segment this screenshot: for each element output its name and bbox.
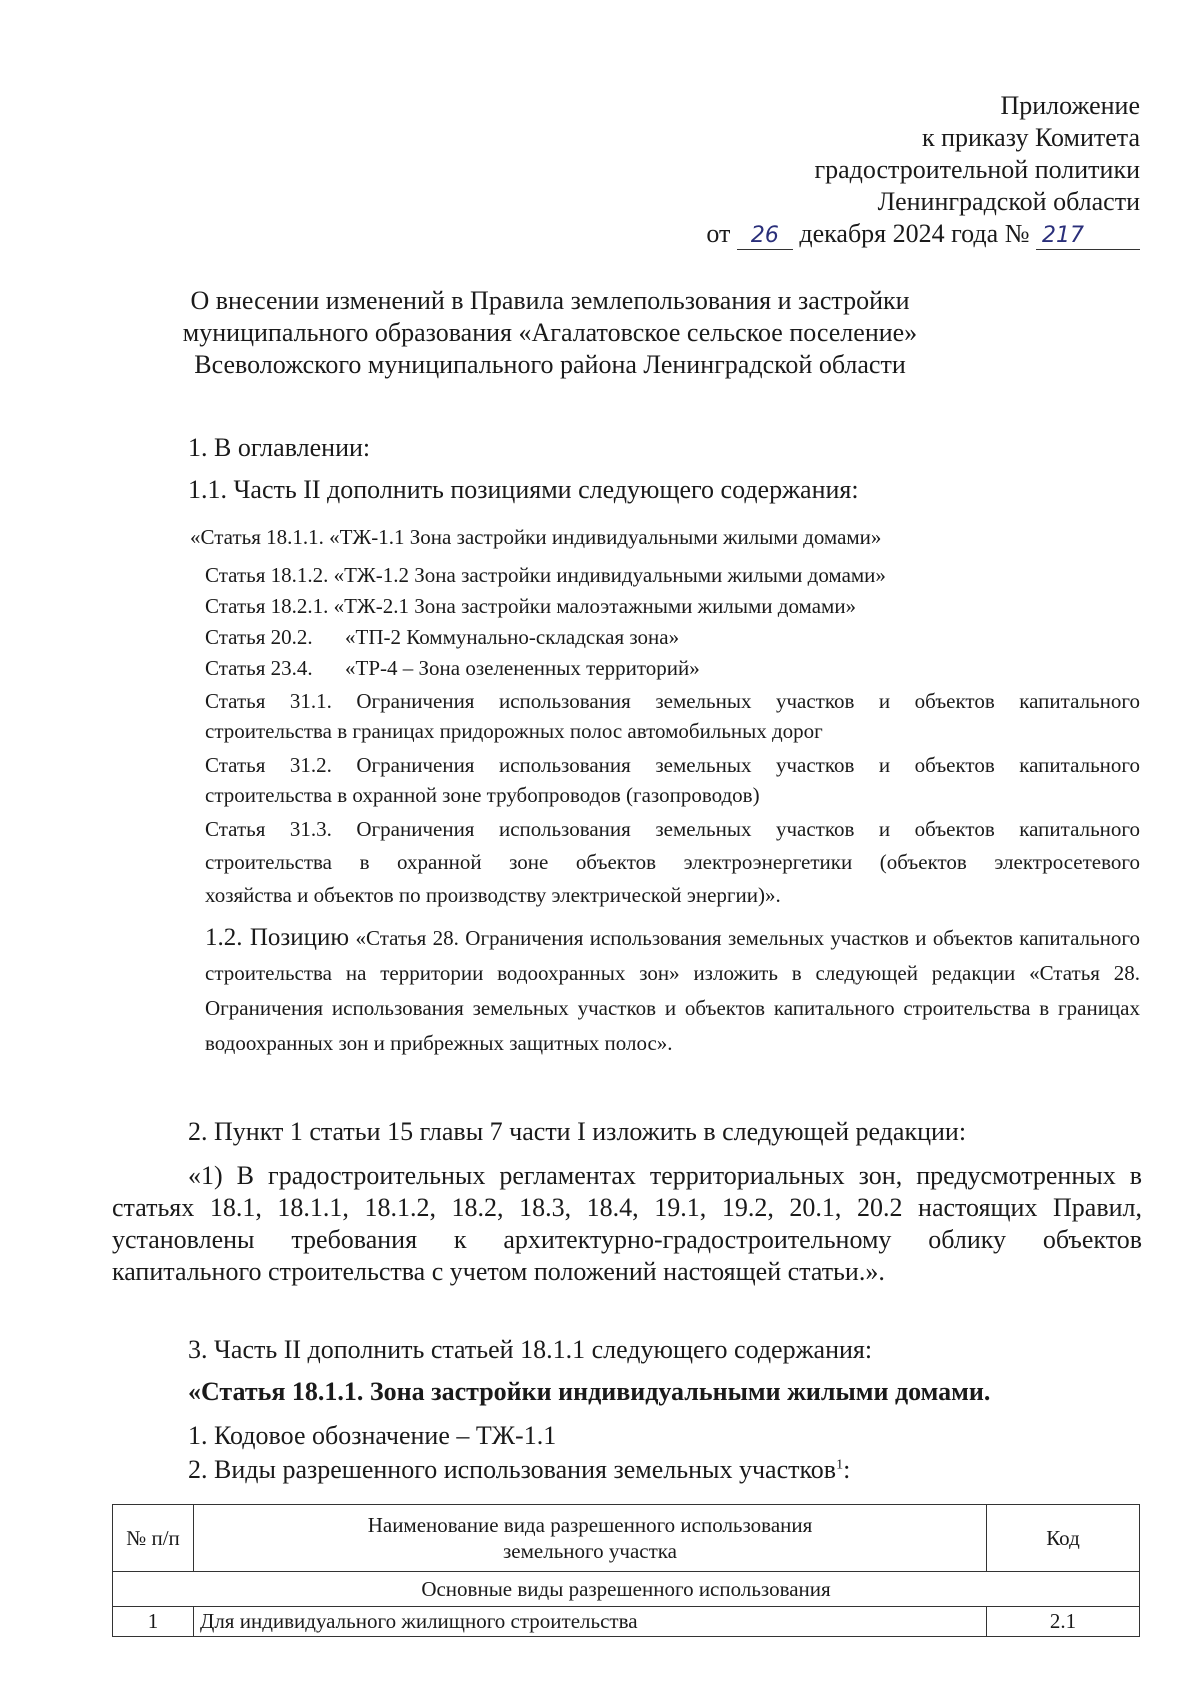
section-1-2-number: 1.2. Позицию — [205, 924, 350, 951]
header-line: к приказу Комитета — [921, 123, 1140, 152]
from-prefix: от — [706, 219, 731, 248]
item-code-designation: 1. Кодовое обозначение – ТЖ-1.1 — [188, 1421, 557, 1450]
header-name — [194, 1505, 987, 1572]
section-1-2-paragraph — [205, 920, 1140, 1061]
toc-item: строительства в охранной зоне трубопроводов (газопроводов) — [205, 783, 760, 807]
row-num: 1 — [113, 1607, 194, 1637]
section-1-2-text: «Статья 28. Ограничения использования земельных участков и объектов капитального строительства на территории водоохранных зон» изложить в следующей редакции «Статья 28. Ограничения использования земельных участков и объектов капитального строительства в границах водоохранных зон и прибрежных защитных полос». — [205, 926, 1140, 1055]
order-date-line — [580, 218, 1140, 250]
header-code: Код — [987, 1505, 1140, 1572]
toc-item — [205, 655, 700, 682]
toc-code: Статья 23.4. — [205, 656, 313, 680]
document-title — [120, 285, 980, 381]
toc-item: Статья 18.2.1. «ТЖ-2.1 Зона застройки малоэтажными жилыми домами» — [205, 594, 857, 618]
section-2-body: «1) В градостроительных регламентах территориальных зон, предусмотренных в статьях 18.1, 18.1.1, 18.1.2, 18.2, 18.3, 18.4, 19.1, 19.2, 20.1, 20.2 настоящих Правил, установлены требования к архитектурно-градостроительному облику объектов капитального строительства с учетом положений настоящей статьи.». — [112, 1161, 1142, 1286]
item-permitted-uses-text: 2. Виды разрешенного использования земельных участков — [188, 1455, 837, 1484]
header-line: Ленинградской области — [877, 187, 1140, 216]
toc-item — [205, 624, 679, 651]
toc-code: Статья 20.2. — [205, 625, 313, 649]
header-line: градостроительной политики — [814, 155, 1140, 184]
toc-item: строительства в границах придорожных полос автомобильных дорог — [205, 719, 823, 743]
toc-item: строительства в охранной зоне объектов электроэнергетики (объектов электросетевого — [205, 850, 1140, 874]
toc-text: «ТР-4 – Зона озелененных территорий» — [345, 656, 700, 680]
section-1-1-heading: 1.1. Часть II дополнить позициями следующего содержания: — [188, 475, 859, 504]
header-num: № п/п — [113, 1505, 194, 1572]
title-line: О внесении изменений в Правила землепользования и застройки — [190, 286, 910, 315]
article-title: «Статья 18.1.1. Зона застройки индивидуальными жилыми домами. — [188, 1377, 991, 1406]
section-3-heading: 3. Часть II дополнить статьей 18.1.1 следующего содержания: — [188, 1335, 873, 1364]
table-row — [113, 1607, 1140, 1637]
title-line: муниципального образования «Агалатовское сельское поселение» — [182, 318, 918, 347]
section-1-heading: 1. В оглавлении: — [188, 433, 371, 462]
item-permitted-uses — [188, 1454, 850, 1486]
permitted-uses-table — [112, 1504, 1140, 1637]
header-name-line: земельного участка — [503, 1539, 677, 1563]
toc-item: хозяйства и объектов по производству электрической энергии)». — [205, 883, 781, 907]
handwritten-day: 26 — [737, 223, 793, 250]
appendix-header — [580, 90, 1140, 250]
month-year: декабря 2024 года — [799, 219, 999, 248]
number-sign: № — [1004, 219, 1030, 248]
toc-item: Статья 18.1.2. «ТЖ-1.2 Зона застройки индивидуальными жилыми домами» — [205, 563, 886, 587]
item-colon: : — [843, 1455, 851, 1484]
section-2-heading: 2. Пункт 1 статьи 15 главы 7 части I изложить в следующей редакции: — [188, 1117, 967, 1146]
toc-item: Статья 31.2. Ограничения использования земельных участков и объектов капитального — [205, 753, 1140, 777]
footnote-marker: 1 — [836, 1457, 844, 1473]
table-header-row — [113, 1505, 1140, 1572]
header-line: Приложение — [1000, 91, 1140, 120]
table-section-row — [113, 1572, 1140, 1607]
handwritten-number: 217 — [1036, 223, 1140, 250]
header-name-line: Наименование вида разрешенного использования — [367, 1513, 813, 1537]
section-label: Основные виды разрешенного использования — [113, 1572, 1140, 1607]
title-line: Всеволожского муниципального района Ленинградской области — [194, 350, 906, 379]
toc-item: Статья 31.3. Ограничения использования земельных участков и объектов капитального — [205, 817, 1140, 841]
row-code: 2.1 — [987, 1607, 1140, 1637]
toc-item: Статья 31.1. Ограничения использования земельных участков и объектов капитального — [205, 689, 1140, 713]
row-name: Для индивидуального жилищного строительства — [194, 1607, 987, 1637]
toc-text: «ТП-2 Коммунально-складская зона» — [345, 625, 680, 649]
toc-item: «Статья 18.1.1. «ТЖ-1.1 Зона застройки индивидуальными жилыми домами» — [190, 525, 882, 549]
